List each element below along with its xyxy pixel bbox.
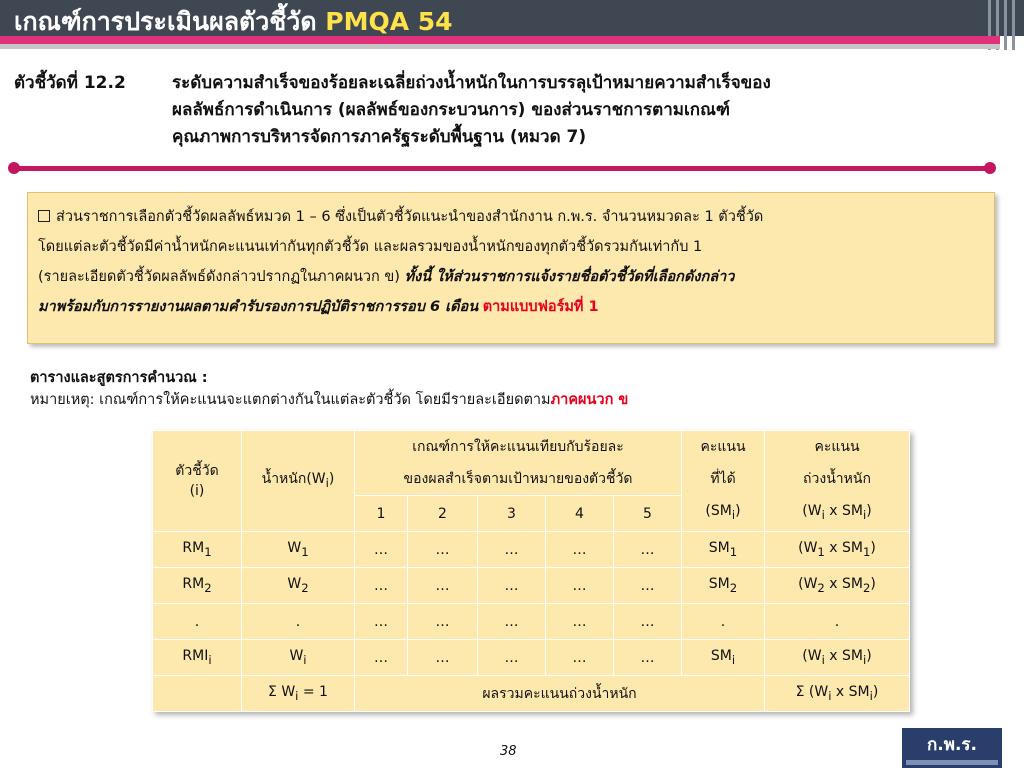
gray-divider: [0, 44, 1000, 49]
table-cell: …: [355, 532, 408, 568]
table-cell: …: [355, 568, 408, 604]
table-cell: …: [478, 604, 546, 640]
calc-section: [30, 367, 628, 411]
table-cell: …: [408, 604, 478, 640]
header-weight: น้ำหนัก$(W_i)$: [242, 431, 355, 532]
table-cell: …: [546, 640, 614, 676]
table-cell: …: [478, 532, 546, 568]
table-cell: …: [614, 568, 682, 604]
checkbox-icon: [38, 210, 50, 222]
row-weight: $W_i$: [242, 640, 355, 676]
table-cell: [153, 676, 242, 712]
header-weighted-score: คะแนน ถ่วงน้ำหนัก ($W_i$ x $SM_i$): [765, 431, 910, 532]
table-cell: …: [546, 604, 614, 640]
header-score: คะแนน ที่ได้ $(SM_i)$: [682, 431, 765, 532]
row-indicator: $RM_2$: [153, 568, 242, 604]
table-cell: …: [614, 532, 682, 568]
table-cell: …: [478, 568, 546, 604]
note-line-3: (รายละเอียดตัวชี้วัดผลลัพธ์ดังกล่าวปรากฏในภาคผนวก ข) ทั้งนี้ ให้ส่วนราชการแจ้งรายชื่อตัวชี้วัดที่เลือกดังกล่าว: [38, 269, 735, 285]
table-cell: …: [408, 640, 478, 676]
pink-divider: [0, 36, 1000, 44]
row-score: $SM_2$: [682, 568, 765, 604]
header-criteria: เกณฑ์การให้คะแนนเทียบกับร้อยละ ของผลสำเร็จตามเป้าหมายของตัวชี้วัด: [355, 431, 682, 496]
logo-subtitle-bar: [906, 760, 998, 765]
sum-total: Σ ($W_i$ x $SM_i$): [765, 676, 910, 712]
row-weighted: ($W_1$ x $SM_1$): [765, 532, 910, 568]
table-row: [153, 532, 910, 568]
level-1: 1: [355, 496, 408, 532]
level-3: 3: [478, 496, 546, 532]
rule-dot-left: [8, 162, 20, 174]
table-cell: …: [478, 640, 546, 676]
title-thai: เกณฑ์การประเมินผลตัวชี้วัด: [14, 7, 317, 36]
table-row: [153, 604, 910, 640]
logo-text: ก.พ.ร.: [926, 735, 977, 755]
row-indicator: $RMI_i$: [153, 640, 242, 676]
row-indicator: $RM_1$: [153, 532, 242, 568]
table-row: [153, 568, 910, 604]
note-line-2: โดยแต่ละตัวชี้วัดมีค่าน้ำหนักคะแนนเท่ากันทุกตัวชี้วัด และผลรวมของน้ำหนักของทุกตัวชี้วัดรวมกันเท่ากับ 1: [38, 239, 703, 255]
sum-weight: Σ $W_i = 1$: [242, 676, 355, 712]
row-score: $SM_i$: [682, 640, 765, 676]
table-cell: …: [355, 640, 408, 676]
note-box: [27, 192, 995, 344]
level-5: 5: [614, 496, 682, 532]
table-cell: .: [153, 604, 242, 640]
appendix-link: ภาคผนวก ข: [550, 392, 629, 408]
row-weight: $W_2$: [242, 568, 355, 604]
level-2: 2: [408, 496, 478, 532]
row-weight: $W_1$: [242, 532, 355, 568]
indicator-description: [172, 70, 992, 151]
indicator-line-1: ระดับความสำเร็จของร้อยละเฉลี่ยถ่วงน้ำหนักในการบรรลุเป้าหมายความสำเร็จของ: [172, 73, 771, 93]
header-indicator: ตัวชี้วัด (i): [153, 431, 242, 532]
table-cell: …: [614, 640, 682, 676]
rule-dot-right: [984, 162, 996, 174]
indicator-line-3: คุณภาพการบริหารจัดการภาครัฐระดับพื้นฐาน (หมวด 7): [172, 127, 587, 147]
level-4: 4: [546, 496, 614, 532]
section-rule: [14, 166, 990, 171]
indicator-label: ตัวชี้วัดที่ 12.2: [14, 73, 126, 93]
calc-note: หมายเหตุ: เกณฑ์การให้คะแนนจะแตกต่างกันในแต่ละตัวชี้วัด โดยมีรายละเอียดตามภาคผนวก ข: [30, 392, 629, 408]
table-cell: …: [355, 604, 408, 640]
table-cell: …: [546, 568, 614, 604]
sum-label: ผลรวมคะแนนถ่วงน้ำหนัก: [355, 676, 765, 712]
title-accent: PMQA 54: [325, 7, 453, 36]
table-cell: …: [614, 604, 682, 640]
row-score: $SM_1$: [682, 532, 765, 568]
note-line-1: ส่วนราชการเลือกตัวชี้วัดผลลัพธ์หมวด 1 – 6 ซึ่งเป็นตัวชี้วัดแนะนำของสำนักงาน ก.พ.ร. จำนวนหมวดละ 1 ตัวชี้วัด: [38, 202, 984, 232]
page-number: 38: [500, 744, 517, 759]
table-cell: …: [408, 532, 478, 568]
table-row: [153, 640, 910, 676]
row-weighted: ($W_2$ x $SM_2$): [765, 568, 910, 604]
calc-title: ตารางและสูตรการคำนวณ :: [30, 370, 208, 386]
table-cell: .: [765, 604, 910, 640]
row-weighted: ($W_i$ x $SM_i$): [765, 640, 910, 676]
opdc-logo: [902, 728, 1002, 768]
table-cell: …: [546, 532, 614, 568]
note-line-4: มาพร้อมกับการรายงานผลตามคำรับรองการปฏิบัติราชการรอบ 6 เดือน ตามแบบฟอร์มที่ 1: [38, 299, 599, 315]
score-table: [152, 430, 910, 712]
table-cell: .: [682, 604, 765, 640]
table-cell: …: [408, 568, 478, 604]
indicator-line-2: ผลลัพธ์การดำเนินการ (ผลลัพธ์ของกระบวนการ) ของส่วนราชการตามเกณฑ์: [172, 100, 730, 120]
table-cell: .: [242, 604, 355, 640]
table-sum-row: [153, 676, 910, 712]
